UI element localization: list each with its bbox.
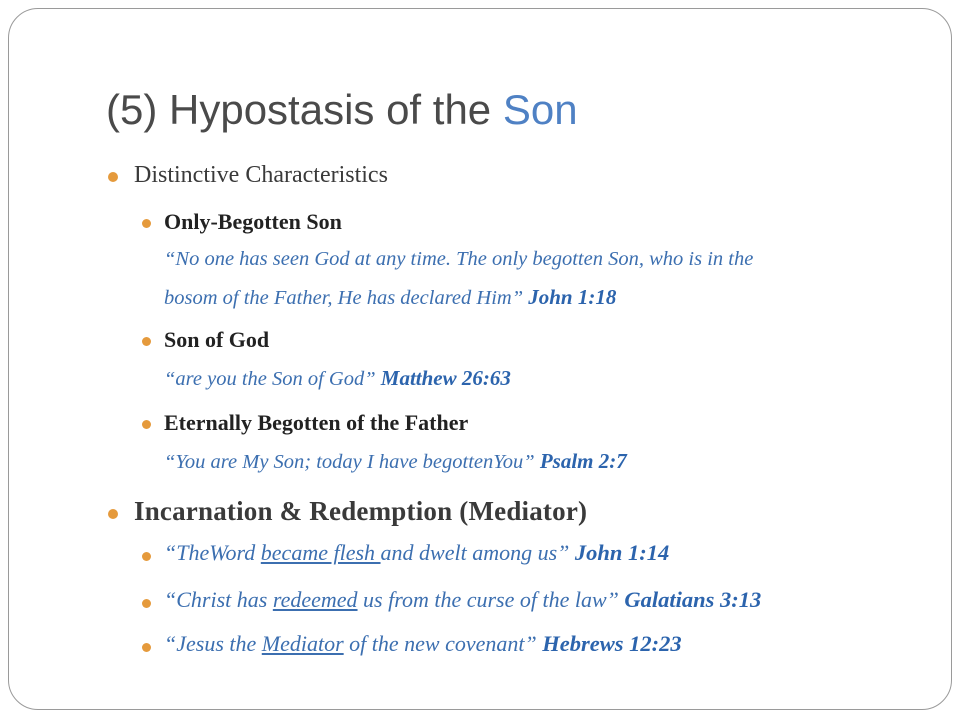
quote-line (164, 449, 627, 474)
bullet-icon (142, 599, 151, 608)
scripture-reference: Psalm 2:7 (539, 449, 627, 473)
scripture-reference: Matthew 26:63 (380, 366, 511, 390)
quote-line (164, 285, 616, 310)
quote-text: us from the curse of the law” (357, 587, 625, 612)
scripture-reference: Hebrews 12:23 (542, 631, 682, 656)
bullet-icon (142, 552, 151, 561)
quote-text: “Jesus the (164, 631, 262, 656)
underlined-phrase: redeemed (272, 587, 358, 612)
quote-line: “No one has seen God at any time. The only begotten Son, who is in the (164, 248, 754, 270)
quote-text: and dwelt among us” (380, 540, 575, 565)
bullet-icon (142, 337, 151, 346)
scripture-reference: Galatians 3:13 (624, 587, 762, 612)
bullet-icon (142, 219, 151, 228)
item-title-eternally-begotten: Eternally Begotten of the Father (164, 410, 469, 435)
underlined-phrase: became flesh (260, 540, 381, 565)
item-title-son-of-god: Son of God (164, 327, 270, 352)
quote-line (164, 540, 669, 566)
quote-line (164, 366, 511, 391)
underlined-phrase: Mediator (261, 631, 344, 656)
quote-text: “TheWord (164, 540, 261, 565)
bullet-icon (108, 509, 118, 519)
section-heading-incarnation: Incarnation & Redemption (Mediator) (134, 496, 588, 526)
bullet-icon (108, 172, 118, 182)
title-prefix: (5) Hypostasis of the (106, 86, 503, 133)
item-title-only-begotten: Only-Begotten Son (164, 209, 342, 234)
quote-line (164, 631, 682, 657)
bullet-icon (142, 643, 151, 652)
quote-text: “You are My Son; today I have begottenYou” (164, 451, 540, 473)
title-accent: Son (502, 86, 578, 133)
quote-text: “are you the Son of God” (164, 368, 381, 390)
quote-text: bosom of the Father, He has declared Him” (164, 287, 529, 309)
quote-text: of the new covenant” (343, 631, 543, 656)
quote-text: “Christ has (164, 587, 273, 612)
slide-title (106, 82, 578, 138)
scripture-reference: John 1:14 (574, 540, 670, 565)
quote-line (164, 587, 761, 613)
section-heading-characteristics: Distinctive Characteristics (134, 162, 388, 188)
scripture-reference: John 1:18 (528, 285, 617, 309)
bullet-icon (142, 420, 151, 429)
